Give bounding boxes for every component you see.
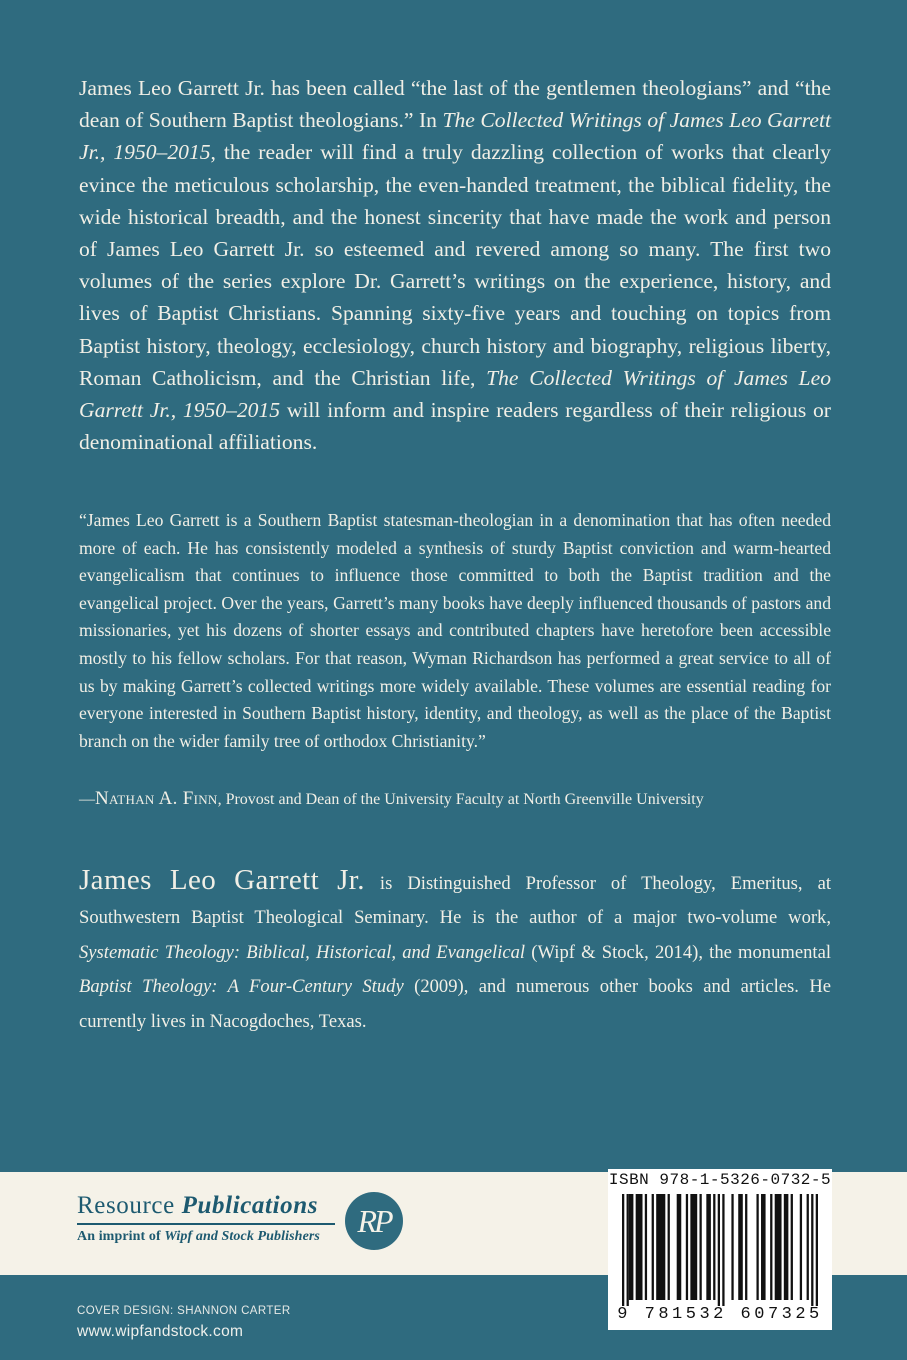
barcode-bar	[791, 1194, 793, 1300]
bio-book-2: Baptist Theology: A Four-Century Study	[79, 976, 404, 998]
logo-divider	[77, 1223, 335, 1225]
description-text-1: James Leo Garrett Jr. has been called “the last of the gentlemen theologians” and “the dean of Southern Baptist theologians.” In	[79, 76, 831, 133]
book-title-repeat: The Collected Writings of James Leo Garrett Jr., 1950–2015	[79, 365, 832, 423]
isbn-digits: 9 781532 607325	[617, 1305, 823, 1324]
description-text-2: , the reader will find a truly dazzling collection of works that clearly evince the meticulous scholarship, the even-handed treatment, the biblical fidelity, the wide historical breadth, and the honest sincerity that have made the work and person of James Leo Garrett Jr. so esteemed and revered among so many. The first two volumes of the series explore Dr. Garrett’s writings on the experience, history, and lives of Baptist Christians. Spanning sixty-five years and touching on topics from Baptist history, theology, ecclesiology, church history and biography, religious liberty, Roman Catholicism, and the Christian life,	[79, 140, 831, 390]
barcode-bar	[784, 1194, 789, 1300]
barcode-bar	[656, 1194, 665, 1300]
barcode-bar	[652, 1194, 654, 1300]
barcode-bar	[770, 1194, 772, 1300]
barcode-bar	[745, 1194, 747, 1300]
barcode-bar	[686, 1194, 688, 1300]
bio-text-2: (Wipf & Stock, 2014), the monumental	[525, 941, 831, 963]
imprint-prefix: An imprint of	[77, 1229, 165, 1244]
book-title: The Collected Writings of James Leo Garrett Jr., 1950–2015	[79, 108, 831, 165]
imprint-line	[77, 1229, 335, 1245]
isbn-barcode	[608, 1169, 832, 1330]
book-description	[79, 72, 831, 458]
endorser-name: Nathan A. Finn	[95, 788, 218, 809]
barcode-bar	[816, 1194, 818, 1306]
rp-monogram: RP	[357, 1203, 391, 1239]
barcode-bar	[706, 1194, 711, 1300]
barcode-bar	[645, 1194, 647, 1300]
endorsement-quote: “James Leo Garrett is a Southern Baptist statesman-theologian in a denomination that has often needed more of each. He has consistently modeled a synthesis of sturdy Baptist conviction and warm-hearted evangelicalism that continues to influence those committed to both the Baptist tradition and the evangelical project. Over the years, Garrett’s many books have deeply influenced thousands of pastors and missionaries, yet his dozens of shorter essays and contributed chapters have heretofore been accessible mostly to his fellow scholars. For that reason, Wyman Richardson has performed a great service to all of us by making Garrett’s collected writings more widely available. These volumes are essential reading for everyone interested in Southern Baptist history, identity, and theology, as well as the place of the Baptist branch on the wider family tree of orthodox Christianity.”	[79, 510, 831, 751]
barcode-bar	[738, 1194, 743, 1300]
publisher-logo	[77, 1192, 335, 1245]
barcode-bar	[690, 1194, 697, 1300]
publisher-name	[77, 1192, 335, 1220]
description-text-3: will inform and inspire readers regardless of their religious or denominational affiliations.	[79, 398, 831, 455]
publisher-name-plain: Resource	[77, 1192, 182, 1219]
barcode-bars-icon	[622, 1194, 818, 1306]
bio-text-3: (2009), and numerous other books and articles. He currently lives in Nacogdoches, Texas.	[79, 976, 832, 1032]
barcode-bar	[699, 1194, 701, 1300]
author-bio	[79, 863, 831, 1039]
barcode-bar	[775, 1194, 782, 1300]
barcode-bar	[756, 1194, 758, 1300]
publisher-name-italic: Publications	[181, 1192, 319, 1219]
barcode-bar	[636, 1194, 643, 1300]
rp-logo-icon	[345, 1192, 403, 1250]
barcode-bar	[713, 1194, 715, 1300]
endorsement-attribution	[79, 785, 839, 814]
bio-text-1: is Distinguished Professor of Theology, Emeritus, at Southwestern Baptist Theological Seminary. He is the author of a major two-volume work,	[79, 873, 831, 929]
imprint-publisher: Wipf and Stock Publishers	[164, 1229, 320, 1244]
barcode-bar	[807, 1194, 809, 1300]
barcode-bar	[668, 1194, 670, 1300]
attribution-dash: —	[79, 791, 95, 808]
barcode-bar	[627, 1194, 629, 1306]
author-name: James Leo Garrett Jr.	[79, 864, 365, 896]
isbn-label: ISBN 978-1-5326-0732-5	[608, 1171, 832, 1189]
barcode-bar	[761, 1194, 766, 1300]
barcode-bar	[800, 1194, 802, 1300]
endorser-role: , Provost and Dean of the University Faculty at North Greenville University	[217, 791, 704, 808]
barcode-bar	[718, 1194, 720, 1306]
publisher-website[interactable]: www.wipfandstock.com	[77, 1323, 244, 1340]
barcode-bar	[731, 1194, 733, 1300]
barcode-bar	[811, 1194, 813, 1306]
barcode-bar	[677, 1194, 682, 1300]
cover-design-credit: COVER DESIGN: SHANNON CARTER	[77, 1305, 291, 1317]
bio-book-1: Systematic Theology: Biblical, Historical, and Evangelical	[79, 941, 526, 963]
barcode-bar	[722, 1194, 724, 1306]
barcode-bar	[622, 1194, 624, 1306]
barcode-bar	[629, 1194, 634, 1300]
